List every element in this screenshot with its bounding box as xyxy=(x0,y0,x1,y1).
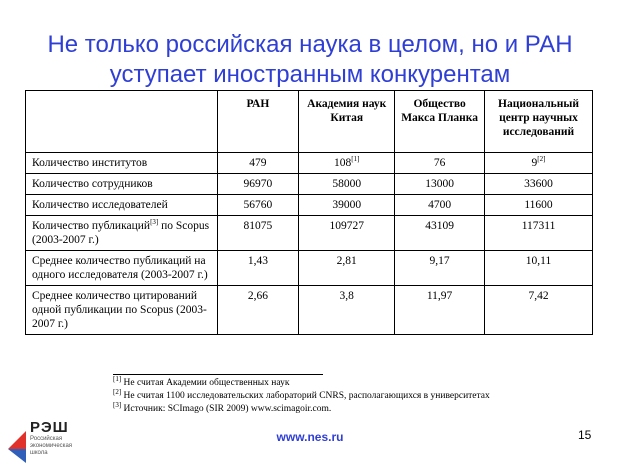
row-label-text: Среднее количество цитирований одной публикации по Scopus (2003-2007 г.) xyxy=(32,290,207,330)
slide-title-line-2: уступает иностранным конкурентам xyxy=(109,61,511,88)
cell-footnote-mark: [1] xyxy=(351,155,360,164)
table-row xyxy=(26,216,593,251)
table-cell xyxy=(485,195,593,216)
cell-value: 479 xyxy=(249,157,267,169)
row-label-tail: по Scopus (2003-2007 г.) xyxy=(32,220,210,246)
footnote-mark: [2] xyxy=(113,387,122,396)
cell-value: 117311 xyxy=(521,220,556,232)
footnotes xyxy=(113,374,490,416)
website-link[interactable]: www.nes.ru xyxy=(276,430,344,444)
cell-value: 39000 xyxy=(332,199,362,211)
table-cell xyxy=(217,286,299,335)
table-cell xyxy=(395,216,485,251)
cell-value: 58000 xyxy=(332,178,362,190)
cell-value: 56760 xyxy=(243,199,273,211)
row-label-text: Среднее количество публикаций на одного исследователя (2003-2007 г.) xyxy=(32,255,208,281)
table-cell xyxy=(395,251,485,286)
cell-value: 96970 xyxy=(243,178,273,190)
table-cell xyxy=(485,251,593,286)
cell-value: 11600 xyxy=(524,199,553,211)
footnote-divider xyxy=(113,374,323,375)
logo-subtitle-3: школа xyxy=(30,450,48,456)
row-label xyxy=(26,195,218,216)
comparison-table xyxy=(25,90,593,335)
footnote xyxy=(113,400,490,416)
cell-value: 11,97 xyxy=(426,290,453,302)
header-max-planck: Общество Макса Планка xyxy=(395,91,485,153)
row-label-footnote-mark: [3] xyxy=(150,218,159,227)
footnote xyxy=(113,387,490,403)
header-cell-empty xyxy=(26,91,218,153)
table-row xyxy=(26,153,593,174)
header-cnrs: Национальный центр научных исследований xyxy=(485,91,593,153)
table-header-row xyxy=(26,91,593,153)
logo-name: РЭШ xyxy=(30,419,69,436)
table-cell xyxy=(395,195,485,216)
table-row xyxy=(26,174,593,195)
footnote-mark: [3] xyxy=(113,400,122,409)
footnote-text: Не считая Академии общественных наук xyxy=(121,378,290,388)
table-cell xyxy=(299,216,395,251)
slide-title-line-1: Не только российская наука в целом, но и РАН xyxy=(47,31,573,58)
cell-value: 7,42 xyxy=(528,290,549,302)
row-label xyxy=(26,216,218,251)
table-body xyxy=(26,153,593,335)
table-cell xyxy=(485,216,593,251)
cell-value: 4700 xyxy=(428,199,452,211)
cell-value: 81075 xyxy=(243,220,273,232)
row-label-text: Количество публикаций xyxy=(32,220,151,232)
row-label-text: Количество институтов xyxy=(32,157,148,169)
table-cell xyxy=(217,251,299,286)
row-label xyxy=(26,251,218,286)
table-row xyxy=(26,195,593,216)
table-cell xyxy=(217,153,299,174)
cell-footnote-mark: [2] xyxy=(537,155,546,164)
table-cell xyxy=(395,174,485,195)
cell-value: 76 xyxy=(433,157,446,169)
table-cell xyxy=(299,153,395,174)
row-label xyxy=(26,286,218,335)
page-number: 15 xyxy=(578,428,592,442)
table-cell xyxy=(299,286,395,335)
row-label-text: Количество сотрудников xyxy=(32,178,153,190)
table-cell xyxy=(217,216,299,251)
row-label xyxy=(26,153,218,174)
row-label-text: Количество исследователей xyxy=(32,199,168,211)
table-row xyxy=(26,251,593,286)
table-cell xyxy=(217,174,299,195)
cell-value: 3,8 xyxy=(339,290,354,302)
table-cell xyxy=(299,174,395,195)
footnote-text: Не считая 1100 исследовательских лабораторий CNRS, располагающихся в университетах xyxy=(121,391,490,401)
cell-value: 109727 xyxy=(329,220,364,232)
logo-subtitle-2: экономическая xyxy=(30,443,73,449)
footnote xyxy=(113,374,490,390)
table-cell xyxy=(395,286,485,335)
table-row xyxy=(26,286,593,335)
footnote-mark: [1] xyxy=(113,374,122,383)
table-cell xyxy=(485,174,593,195)
header-cas: Академия наук Китая xyxy=(299,91,395,153)
slide-title xyxy=(0,30,620,90)
cell-value: 43109 xyxy=(425,220,454,232)
logo-subtitle-1: Российская xyxy=(30,436,63,442)
cell-value: 9 xyxy=(531,157,538,169)
table-cell xyxy=(217,195,299,216)
header-ran: РАН xyxy=(217,91,299,153)
table-cell xyxy=(299,195,395,216)
table-cell xyxy=(485,286,593,335)
cell-value: 1,43 xyxy=(247,255,268,267)
cell-value: 108 xyxy=(334,157,352,169)
table-cell xyxy=(395,153,485,174)
cell-value: 2,66 xyxy=(247,290,268,302)
cell-value: 9,17 xyxy=(429,255,450,267)
cell-value: 10,11 xyxy=(525,255,552,267)
cell-value: 13000 xyxy=(425,178,454,190)
row-label xyxy=(26,174,218,195)
cell-value: 2,81 xyxy=(336,255,357,267)
cell-value: 33600 xyxy=(524,178,553,190)
table-cell xyxy=(485,153,593,174)
footnote-text: Источник: SCImago (SIR 2009) www.scimagoir.com. xyxy=(121,404,332,414)
table-cell xyxy=(299,251,395,286)
